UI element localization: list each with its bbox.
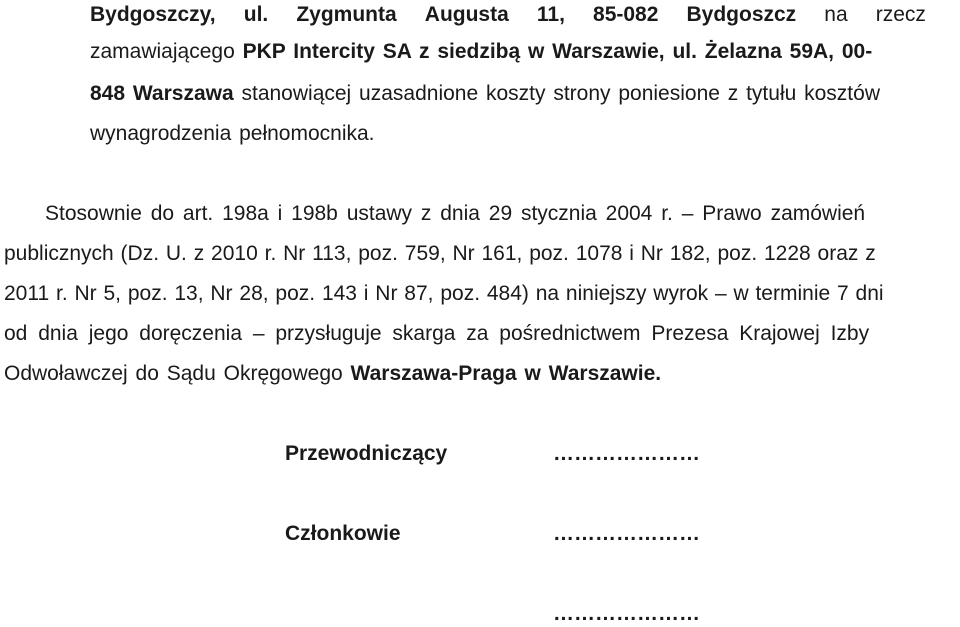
paragraph2-line1	[45, 201, 865, 227]
text-fragment: rzecz	[875, 3, 926, 26]
member-signature-dots: …………………	[553, 522, 700, 545]
text-fragment: Odwoławczej do Sądu Okręgowego	[4, 362, 343, 385]
text-fragment: od dnia jego doręczenia – przysługuje skarga za pośrednictwem Prezesa Krajowej Izby	[4, 322, 870, 345]
text-fragment: wynagrodzenia pełnomocnika.	[90, 122, 375, 145]
text-fragment: Augusta	[424, 3, 509, 26]
paragraph1-line3	[90, 81, 880, 107]
chair-signature-dots: …………………	[553, 442, 700, 465]
text-fragment: zamawiającego	[90, 40, 235, 63]
paragraph2-line5	[4, 361, 661, 387]
paragraph2-line4	[4, 321, 869, 347]
text-fragment: 2011 r. Nr 5, poz. 13, Nr 28, poz. 143 i Nr 87, poz. 484) na niniejszy wyrok – w terminie 7 dni	[4, 282, 884, 305]
text-fragment: Bydgoszczy,	[90, 3, 216, 26]
text-fragment: PKP Intercity SA z siedzibą w Warszawie, ul. Żelazna 59A, 00-	[242, 40, 873, 63]
text-fragment: 85-082	[593, 3, 659, 26]
paragraph1-line2	[90, 39, 872, 65]
text-fragment: ul.	[243, 3, 269, 26]
paragraph2-line3	[4, 281, 884, 307]
members-label: Członkowie	[285, 522, 401, 545]
text-fragment: na	[824, 3, 848, 26]
paragraph1-line1	[90, 2, 926, 28]
chair-label: Przewodniczący	[285, 442, 448, 465]
text-fragment: Stosownie do art. 198a i 198b ustawy z dnia 29 stycznia 2004 r. – Prawo zamówień	[45, 202, 866, 225]
text-fragment: Zygmunta	[296, 3, 397, 26]
text-fragment: Warszawa-Praga w Warszawie.	[350, 362, 662, 385]
text-fragment: stanowiącej uzasadnione koszty strony poniesione z tytułu kosztów	[241, 82, 880, 105]
member-signature-dots: …………………	[553, 602, 700, 625]
text-fragment: 848 Warszawa	[90, 82, 234, 105]
paragraph1-line4	[90, 121, 375, 147]
text-fragment: Bydgoszcz	[686, 3, 797, 26]
text-fragment: publicznych (Dz. U. z 2010 r. Nr 113, poz. 759, Nr 161, poz. 1078 i Nr 182, poz. 1228 oraz z	[4, 242, 876, 265]
text-fragment: 11,	[536, 3, 565, 26]
paragraph2-line2	[4, 241, 876, 267]
